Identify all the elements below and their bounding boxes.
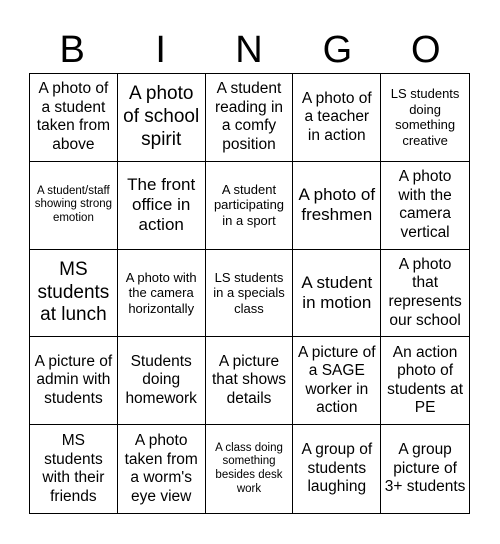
bingo-cell[interactable]: A picture that shows details bbox=[206, 337, 294, 425]
bingo-cell[interactable]: MS students at lunch bbox=[30, 250, 118, 338]
bingo-cell[interactable]: A picture of admin with students bbox=[30, 337, 118, 425]
header-letter-b: B bbox=[59, 29, 85, 71]
bingo-cell[interactable]: A picture of a SAGE worker in action bbox=[293, 337, 381, 425]
bingo-cell[interactable]: A photo that represents our school bbox=[381, 250, 469, 338]
bingo-cell[interactable]: LS students doing something creative bbox=[381, 74, 469, 162]
header-letter-o: O bbox=[411, 29, 441, 71]
header-letter-i: I bbox=[155, 29, 166, 71]
bingo-cell[interactable]: A class doing something besides desk work bbox=[206, 425, 294, 513]
bingo-cell[interactable]: A group of students laughing bbox=[293, 425, 381, 513]
bingo-cell[interactable]: A student participating in a sport bbox=[206, 162, 294, 250]
bingo-cell[interactable]: A student/staff showing strong emotion bbox=[30, 162, 118, 250]
bingo-cell[interactable]: A group picture of 3+ students bbox=[384, 441, 466, 496]
bingo-cell[interactable]: A photo of school spirit bbox=[118, 74, 206, 162]
bingo-cell[interactable]: An action photo of students at PE bbox=[381, 337, 469, 425]
header-letter-g: G bbox=[322, 29, 353, 71]
bingo-cell[interactable]: A photo of freshmen bbox=[293, 162, 381, 250]
bingo-cell[interactable]: A photo taken from a worm's eye view bbox=[118, 425, 206, 513]
header-letter-n: N bbox=[235, 29, 263, 71]
bingo-cell[interactable]: A photo of a student taken from above bbox=[30, 74, 118, 162]
bingo-cell[interactable]: A photo with the camera horizontally bbox=[118, 250, 206, 338]
bingo-cell[interactable]: A photo of a teacher in action bbox=[293, 74, 381, 162]
bingo-cell[interactable]: A photo with the camera vertical bbox=[381, 162, 469, 250]
bingo-cell[interactable]: A student in motion bbox=[293, 250, 381, 338]
bingo-header bbox=[28, 28, 470, 72]
bingo-cell[interactable]: A student reading in a comfy position bbox=[206, 74, 294, 162]
bingo-board bbox=[29, 73, 470, 514]
bingo-cell[interactable]: The front office in action bbox=[118, 162, 206, 250]
bingo-cell[interactable]: MS students with their friends bbox=[30, 425, 118, 513]
bingo-cell[interactable]: LS students in a specials class bbox=[206, 250, 294, 338]
bingo-cell[interactable]: Students doing homework bbox=[118, 337, 206, 425]
